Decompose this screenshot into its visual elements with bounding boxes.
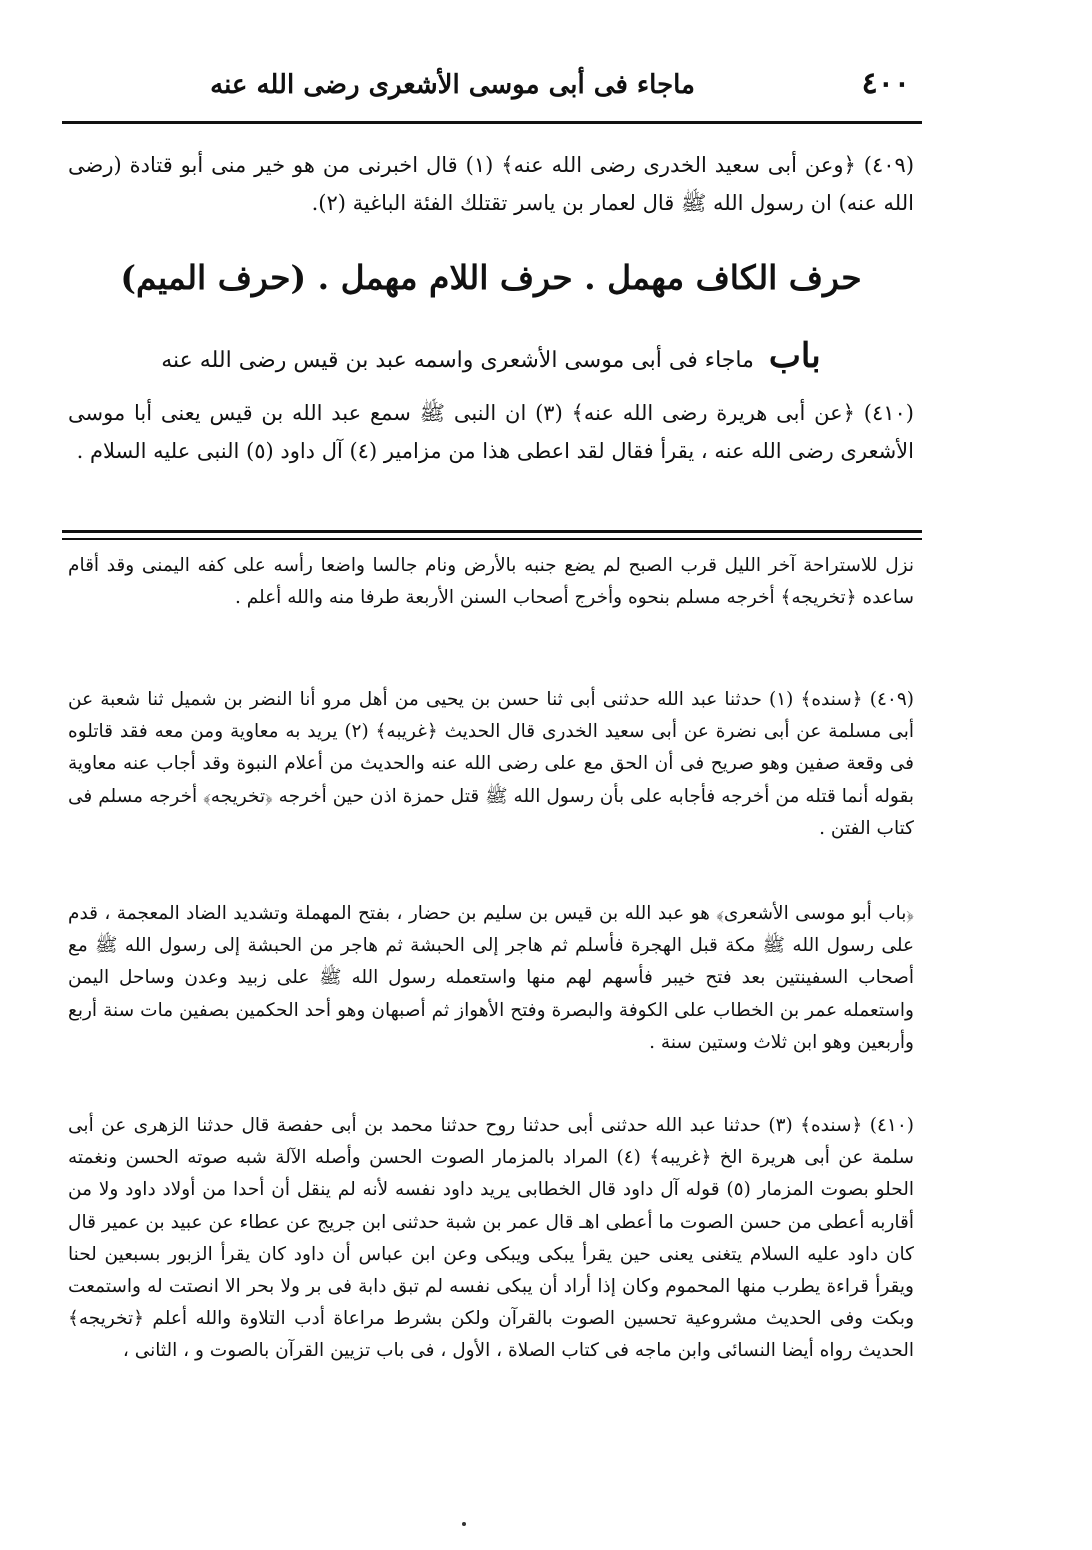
chapter-word: باب [768, 336, 821, 376]
footnote-separator-top [62, 530, 922, 533]
hadith-410: (٤١٠) ﴿عن أبى هريرة رضى الله عنه﴾ (٣) ان النبى ﷺ سمع عبد الله بن قيس يعنى أبا موسى الأشعرى رضى الله عنه ، يقرأ فقال لقد اعطى هذا من مزامير (٤) آل داود (٥) النبى عليه السلام . [68, 401, 914, 463]
footnote-bab: ﴿باب أبو موسى الأشعرى﴾ هو عبد الله بن قيس بن سليم بن حضار ، بفتح المهملة وتشديد الضاد المعجمة ، قدم على رسول الله ﷺ مكة قبل الهجرة فأسلم ثم هاجر إلى الحبشة ثم هاجر من الحبشة إلى رسول الله ﷺ مع أصحاب السفينتين بعد فتح خيبر فأسهم لهم منها واستعمله رسول الله ﷺ على زبيد وعدن وساحل اليمن واستعمله عمر بن الخطاب على الكوفة والبصرة وفتح الأهواز ثم أصبهان وهو أحد الحكمين بصفين مات سنة أربع وأربعين وهو ابن ثلاث وستين سنة . [68, 903, 914, 1053]
hadith-409: (٤٠٩) ﴿وعن أبى سعيد الخدرى رضى الله عنه﴾ (١) قال اخبرنى من هو خير منى أبو قتادة (رضى الله عنه) ان رسول الله ﷺ قال لعمار بن ياسر تقتلك الفئة الباغية (٢). [68, 153, 915, 215]
section-heading: حرف الكاف مهمل . حرف اللام مهمل . (حرف الميم) [120, 258, 862, 297]
page-speck [462, 1522, 466, 1526]
footnote-separator-bottom [62, 538, 922, 540]
footnote-410: (٤١٠) ﴿سنده﴾ (٣) حدثنا عبد الله حدثنى أبى حدثنا روح حدثنا محمد بن أبى حفصة قال حدثنا الزهرى عن أبى سلمة عن أبى هريرة الخ ﴿غريبه﴾ (٤) المراد بالمزمار الصوت الحسن وأصله الآلة شبه صوته الحسن ونغمته الحلو بصوت المزمار (٥) قوله آل داود قال الخطابى يريد داود نفسه لأنه لم ينقل أن أحدا من أولاد داود ولا من أقاربه أعطى من حسن الصوت ما أعطى اهـ قال عمر بن شبة حدثنى ابن جريج عن عطاء عن عبيد بن عمير قال كان داود عليه السلام يتغنى يعنى حين يقرأ يبكى ويبكى وعن ابن عباس أن داود كان يقرأ الزبور بسبعين لحنا ويقرأ قراءة يطرب منها المحموم وكان إذا أراد أن يبكى نفسه لم تبق دابة فى بر ولا بحر الا انصتت له واستمعت وبكت وفى الحديث مشروعية تحسين الصوت بالقرآن ولكن بشرط مراعاة أدب التلاوة والله أعلم ﴿تخريجه﴾ الحديث رواه أيضا النسائى وابن ماجه فى كتاب الصلاة ، الأول ، فى باب تزيين القرآن بالصوت و ، الثانى ، [68, 1115, 915, 1362]
page-number: ٤٠٠ [861, 66, 910, 101]
header-rule [62, 121, 922, 124]
page-header [70, 62, 910, 108]
chapter-heading [68, 336, 914, 381]
running-title: ماجاء فى أبى موسى الأشعرى رضى الله عنه [210, 70, 695, 100]
footnote-continuation: نزل للاستراحة آخر الليل قرب الصبح لم يضع جنبه بالأرض ونام جالسا واضعا رأسه على كفه اليمنى وقد أقام ساعده ﴿تخريجه﴾ أخرجه مسلم بنحوه وأخرج أصحاب السنن الأربعة طرفا منه والله أعلم . [68, 555, 914, 609]
chapter-title: ماجاء فى أبى موسى الأشعرى واسمه عبد بن قيس رضى الله عنه [161, 348, 754, 373]
footnote-409: (٤٠٩) ﴿سنده﴾ (١) حدثنا عبد الله حدثنى أبى ثنا حسن بن يحيى من أهل مرو أنا النضر بن شميل ثنا شعبة عن أبى مسلمة عن أبى نضرة عن أبى سعيد الخدرى قال الحديث ﴿غريبه﴾ (٢) يريد به معاوية ومن معه فقد قاتلوه فى وقعة صفين وهو صريح فى أن الحق مع على رضى الله عنه والحديث من أعلام النبوة وقد أجاب عنه معاوية بقوله أنما قتله من أخرجه فأجابه على بأن رسول الله ﷺ قتل حمزة اذن حين أخرجه ﴿تخريجه﴾ أخرجه مسلم فى كتاب الفتن . [68, 689, 914, 839]
